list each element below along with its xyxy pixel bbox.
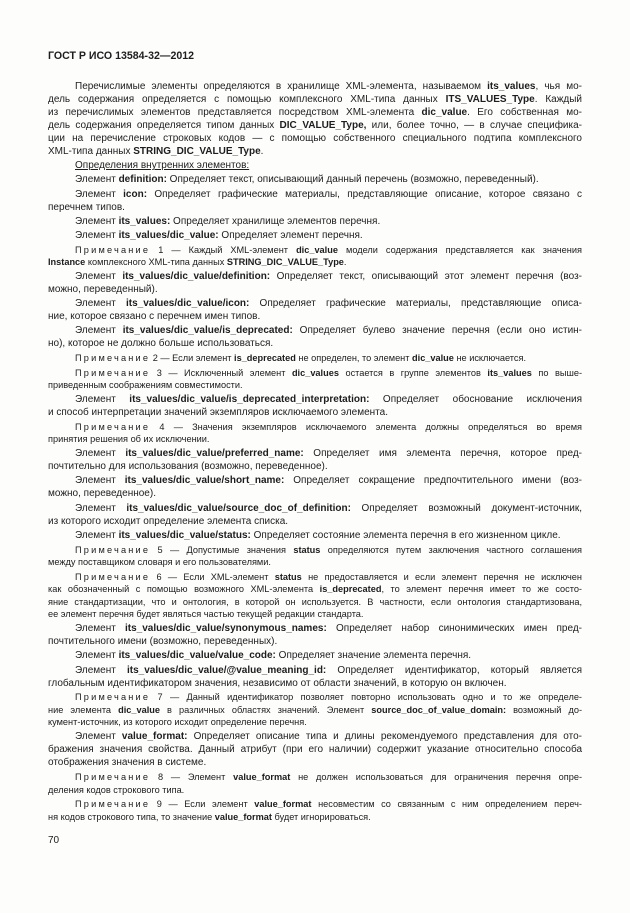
text-line [48, 215, 582, 228]
text-line [48, 664, 582, 677]
text-run: 5 — Допустимые значения [150, 544, 294, 555]
text-run: перечнем типов. [48, 201, 125, 213]
text-run: Определяет булево значение перечня (если оно истин- [292, 325, 583, 337]
text-run: Определяет состояние элемента перечня в его жизненном цикле. [250, 529, 561, 541]
text-run: Элемент [75, 215, 119, 227]
text-run: дель содержания определяется с помощью комплексного XML-типа данных [48, 94, 446, 105]
element-term: status [293, 544, 321, 555]
text-line [48, 145, 582, 158]
element-term: its_values [487, 81, 536, 92]
text-run: Определяет графические материалы, представляющие описа- [249, 298, 582, 310]
text-run: ее элемент перечня будет являться частью текущей редакции стандарта. [48, 609, 364, 620]
text-run: глобальным идентификатором значения, независимо от области значений, в которую он включен. [48, 677, 507, 689]
text-run: Определяет графические материалы, представляющие описание, которое связано с [147, 188, 582, 200]
text-run: из перечислимых элементов представляется посредством XML-элемента [48, 107, 422, 118]
text-line [48, 704, 582, 717]
paragraph [48, 529, 582, 542]
element-term: STRING_DIC_VALUE_Type [226, 257, 344, 268]
text-run: ня кодов строкового типа, то значение [48, 811, 215, 822]
text-run: бражения значения свойства. Данный атрибут (при его наличии) содержит указание относительно способа [48, 744, 582, 756]
paragraph [48, 730, 582, 769]
text-line [48, 583, 582, 596]
note-label: Примечание [75, 772, 151, 783]
document-header-title: ГОСТ Р ИСО 13584-32—2012 [48, 50, 195, 62]
text-line [48, 771, 582, 784]
text-run: Элемент [75, 623, 126, 635]
note-label: Примечание [75, 353, 151, 364]
text-line [48, 297, 582, 310]
element-term: its_values: [118, 215, 171, 227]
text-line [48, 201, 582, 214]
note-label: Примечание [75, 244, 151, 255]
text-line [48, 406, 582, 419]
text-run: ции на перечисление строковых кодов — с помощью собственного специального подтипа комплексного [48, 133, 582, 144]
paragraph [48, 297, 582, 323]
text-line [48, 188, 582, 201]
text-run: . Его собственная мо- [467, 107, 582, 118]
text-run: Определяет идентификатор, который является [326, 664, 582, 676]
text-line [48, 393, 582, 406]
note [48, 244, 582, 269]
element-term: dic_value [421, 107, 468, 118]
text-run: между поставщиком словаря и его пользователями. [48, 557, 271, 568]
text-run: можно, переведенный). [48, 284, 158, 296]
text-line [48, 433, 582, 446]
note [48, 421, 582, 446]
element-term: its_values [487, 367, 532, 378]
text-line [48, 106, 582, 119]
text-run: Определяет текст, описывающий данный перечень (возможно, переведенный). [166, 174, 539, 186]
paragraph [48, 649, 582, 662]
text-run: Элемент [75, 229, 119, 241]
text-run: Определяет имя элемента перечня, которое пред- [303, 448, 582, 460]
text-line [48, 730, 582, 743]
text-run: Элемент [75, 271, 123, 283]
text-run: 9 — Если элемент [150, 799, 255, 810]
text-run: будет игнорироваться. [271, 811, 371, 822]
text-line [48, 119, 582, 132]
text-run: Элемент [75, 394, 130, 406]
text-run: несовместим со связанным с ним определением переч- [311, 799, 582, 810]
text-run: Элемент [75, 664, 127, 676]
text-run: 4 — Значения экземпляров исключаемого элемента должны определяться во время [150, 421, 582, 432]
note-label: Примечание [75, 692, 151, 703]
paragraph [48, 447, 582, 473]
note-label: Примечание [75, 571, 151, 582]
text-run: Элемент [75, 475, 125, 487]
paragraph [48, 229, 582, 242]
text-line [48, 716, 582, 729]
text-line [48, 447, 582, 460]
element-term: value_format [214, 811, 272, 822]
text-run: . [343, 257, 347, 268]
text-line [48, 556, 582, 569]
element-term: status [274, 571, 302, 582]
paragraph [48, 622, 582, 648]
element-term: dic_value [296, 244, 338, 255]
element-term: value_format [233, 772, 291, 783]
text-line [48, 474, 582, 487]
text-run: Определяет возможный документ-источник, [350, 502, 582, 514]
text-run: Элемент [75, 731, 122, 743]
text-line [48, 310, 582, 323]
paragraph [48, 474, 582, 500]
note-label: Примечание [75, 421, 151, 432]
text-line [48, 811, 582, 824]
element-term: its_values/dic_value/is_deprecated: [122, 325, 293, 337]
text-line [48, 159, 582, 172]
subheading [48, 159, 582, 172]
note-label: Примечание [75, 367, 151, 378]
element-term: ITS_VALUES_Type [445, 94, 535, 105]
element-term: its_values/dic_value/status: [118, 529, 251, 541]
text-line [48, 421, 582, 434]
element-term: value_format: [121, 731, 188, 743]
text-line [48, 379, 582, 392]
note [48, 571, 582, 621]
text-run: не определен, то элемент [295, 353, 413, 364]
element-term: is_deprecated [319, 584, 382, 595]
text-run: почтительно для использования (возможно, переведенное). [48, 461, 328, 473]
text-run: деления кодов строкового типа. [48, 784, 185, 795]
text-run: почтительного имени (возможно, переведенных). [48, 636, 278, 648]
text-line [48, 608, 582, 621]
text-run: Определяет элемент перечня. [218, 229, 363, 241]
text-line [48, 324, 582, 337]
paragraph [48, 664, 582, 690]
text-run: яние стандартизации, что и онтология, в которой он используется. В частности, если онтология стандартизована, [48, 596, 582, 607]
paragraph [48, 188, 582, 214]
paragraph [48, 270, 582, 296]
text-line [48, 677, 582, 690]
text-run: остается в группе элементов [338, 367, 488, 378]
text-run: ние, которое связано с перечнем имен типов. [48, 311, 261, 323]
text-line [48, 270, 582, 283]
text-line [48, 367, 582, 380]
note [48, 352, 582, 365]
text-line [48, 229, 582, 242]
element-term: definition: [118, 174, 167, 186]
text-run: 1 — Каждый XML-элемент [150, 244, 297, 255]
element-term: its_values/dic_value/value_code: [118, 650, 276, 662]
text-run: XML-типа данных [48, 146, 134, 157]
text-run: комплексного XML-типа данных [85, 257, 227, 268]
text-run: можно, переведенное). [48, 488, 156, 500]
text-line [48, 337, 582, 350]
paragraph [48, 173, 582, 186]
text-run: 3 — Исключенный элемент [150, 367, 292, 378]
text-line [48, 80, 582, 93]
note [48, 691, 582, 729]
note [48, 771, 582, 796]
element-term: STRING_DIC_VALUE_Type [133, 146, 261, 157]
text-run: дель содержания определяется типом данных [48, 120, 280, 131]
text-run: не исключается. [453, 353, 527, 364]
text-line [48, 352, 582, 365]
note [48, 367, 582, 392]
text-run: или, более точно, — в случае специфика- [366, 120, 582, 131]
text-run: по выше- [531, 367, 583, 378]
element-term: dic_value [118, 704, 160, 715]
text-run: Определяет хранилище элементов перечня. [170, 215, 381, 227]
text-line [48, 460, 582, 473]
element-term: Instance [48, 257, 86, 268]
text-run: определяются путем заключения частного соглашения [320, 544, 582, 555]
page-number: 70 [48, 835, 60, 846]
text-line [48, 743, 582, 756]
text-line [48, 596, 582, 609]
text-run: Элемент [75, 174, 119, 186]
text-run: , то элемент перечня имеет то же состо- [381, 584, 582, 595]
text-line [48, 784, 582, 797]
element-term: its_values/dic_value: [118, 229, 219, 241]
paragraph [48, 324, 582, 350]
text-run: Элемент [75, 650, 119, 662]
text-line [48, 529, 582, 542]
text-run: Элемент [75, 298, 126, 310]
element-term: value_format [254, 799, 312, 810]
text-run: из которого исходит определение элемента списка. [48, 515, 289, 527]
note [48, 798, 582, 823]
text-line [48, 756, 582, 769]
text-line [48, 515, 582, 528]
document-body [48, 80, 582, 823]
element-term: DIC_VALUE_Type, [279, 120, 367, 131]
text-line [48, 173, 582, 186]
element-term: its_values/dic_value/is_deprecated_interpretation: [129, 394, 370, 406]
text-run: Определяет обоснование исключения [369, 394, 582, 406]
text-run: . Каждый [534, 94, 582, 105]
text-run: ние элемента [48, 704, 119, 715]
paragraph [48, 393, 582, 419]
text-line [48, 691, 582, 704]
text-run: приведенным соображениям совместимости. [48, 380, 243, 391]
text-run: принятия решения об их исключении. [48, 434, 210, 445]
text-run: Элемент [75, 188, 124, 200]
element-term: its_values/dic_value/icon: [125, 298, 250, 310]
text-line [48, 635, 582, 648]
text-line [48, 622, 582, 635]
text-run: кумент-источник, из которого исходит определение перечня. [48, 717, 307, 728]
text-line [48, 93, 582, 106]
text-run: . [260, 146, 264, 157]
text-run: Определения внутренних элементов: [75, 160, 250, 172]
paragraph [48, 502, 582, 528]
text-line [48, 544, 582, 557]
element-term: its_values/dic_value/source_doc_of_definition: [126, 502, 351, 514]
text-run: Определяет сокращение предпочтительного имени (воз- [284, 475, 582, 487]
element-term: dic_value [412, 353, 454, 364]
element-term: its_values/dic_value/definition: [122, 271, 271, 283]
element-term: dic_values [291, 367, 339, 378]
note-label: Примечание [75, 544, 151, 555]
text-run: и способ интерпретации значений экземпляров исключаемого элемента. [48, 407, 388, 419]
text-line [48, 487, 582, 500]
paragraph [48, 215, 582, 228]
text-run: не предоставляется и если элемент перечня не исключен [301, 571, 582, 582]
text-run: 7 — Данный идентификатор позволяет повторно использовать одно и то же определе- [150, 692, 582, 703]
element-term: its_values/dic_value/short_name: [124, 475, 285, 487]
text-run: Определяет описание типа и длины рекомендуемого представления для ото- [187, 731, 582, 743]
element-term: its_values/dic_value/@value_meaning_id: [126, 664, 327, 676]
text-run: Элемент [75, 448, 126, 460]
text-run: отображения значения в системе. [48, 757, 207, 769]
note [48, 544, 582, 569]
text-line [48, 502, 582, 515]
element-term: source_doc_of_value_domain: [371, 704, 507, 715]
text-line [48, 571, 582, 584]
text-run: не должен использоваться для ограничения перечня опре- [290, 772, 582, 783]
text-run: модели содержания представляется как значения [337, 244, 582, 255]
text-line [48, 283, 582, 296]
text-run: в различных областях значений. Элемент [160, 704, 372, 715]
text-run: возможный до- [506, 704, 583, 715]
text-run: Определяет текст, описывающий этот элемент перечня (воз- [270, 271, 583, 283]
text-run: Элемент [75, 502, 127, 514]
text-run: как обозначенный с помощью возможного XML-элемента [48, 584, 320, 595]
text-line [48, 256, 582, 269]
text-line [48, 132, 582, 145]
text-line [48, 649, 582, 662]
text-run: Перечислимые элементы определяются в хранилище XML-элемента, называемом [75, 81, 488, 92]
text-run: 6 — Если XML-элемент [150, 571, 275, 582]
text-run: Определяет набор синонимических имен пред- [326, 623, 583, 635]
element-term: its_values/dic_value/preferred_name: [125, 448, 304, 460]
element-term: its_values/dic_value/synonymous_names: [125, 623, 327, 635]
note-label: Примечание [75, 799, 151, 810]
text-run: но), которое не должно больше использоваться. [48, 338, 274, 350]
text-run: 2 — Если элемент [150, 353, 235, 364]
text-run: Определяет значение элемента перечня. [275, 650, 472, 662]
element-term: icon: [123, 188, 148, 200]
paragraph [48, 80, 582, 158]
text-line [48, 798, 582, 811]
text-run: 8 — Элемент [150, 772, 234, 783]
element-term: is_deprecated [234, 353, 296, 364]
text-line [48, 244, 582, 257]
text-run: Элемент [75, 325, 123, 337]
text-run: Элемент [75, 529, 119, 541]
text-run: , чья мо- [535, 81, 582, 92]
